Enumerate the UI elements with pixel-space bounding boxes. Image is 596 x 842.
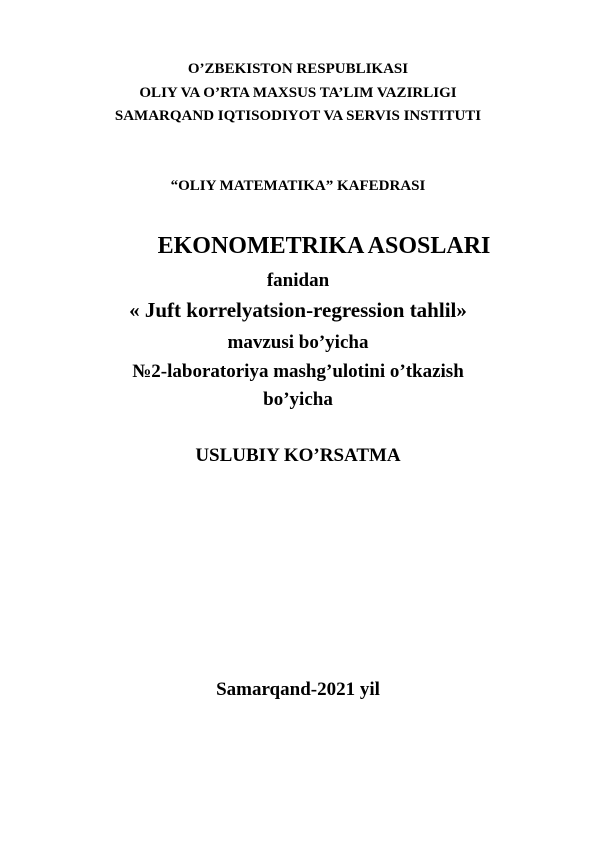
document-type: USLUBIY KO’RSATMA <box>195 445 401 466</box>
fanidan-label: fanidan <box>266 270 330 291</box>
ministry-country-line: O’ZBEKISTON RESPUBLIKASI <box>187 61 409 77</box>
topic-suffix: mavzusi bo’yicha <box>227 332 369 353</box>
lab-session-suffix: bo’yicha <box>263 389 333 410</box>
institute-name-line: SAMARQAND IQTISODIYOT VA SERVIS INSTITUTI <box>114 108 482 124</box>
ministry-name-line: OLIY VA O’RTA MAXSUS TA’LIM VAZIRLIGI <box>139 85 457 101</box>
lab-session-line: №2-laboratoriya mashg’ulotini o’tkazish <box>132 361 464 382</box>
topic-title: « Juft korrelyatsion-regression tahlil» <box>129 298 467 322</box>
subject-title: EKONOMETRIKA ASOSLARI <box>157 233 491 259</box>
department-name: “OLIY MATEMATIKA” KAFEDRASI <box>170 178 426 194</box>
city-year-footer: Samarqand-2021 yil <box>216 679 380 700</box>
